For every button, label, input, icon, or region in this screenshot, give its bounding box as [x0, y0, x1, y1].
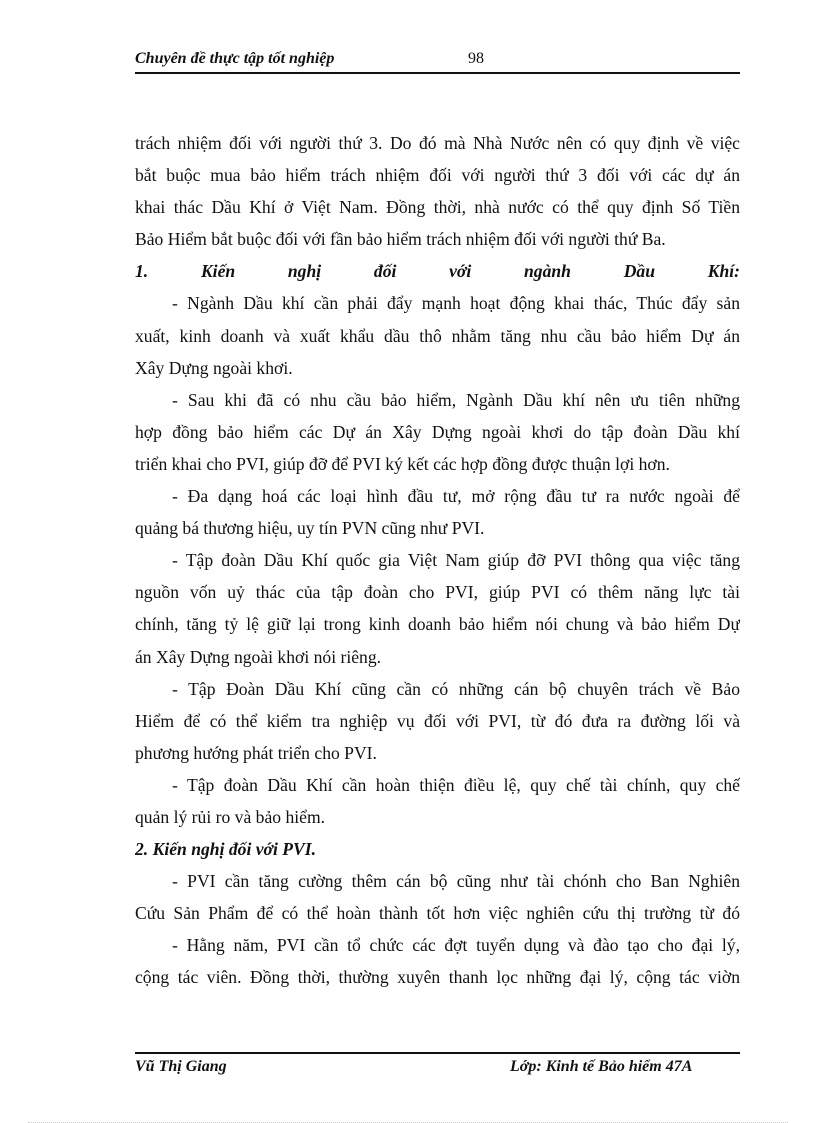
- page-body: [135, 127, 740, 994]
- body-line: nguồn vốn uỷ thác của tập đoàn cho PVI, giúp PVI có thêm năng lực tài: [135, 582, 740, 603]
- body-line: hợp đồng bảo hiểm các Dự án Xây Dựng ngoài khơi do tập đoàn Dầu khí: [135, 421, 740, 442]
- body-line: chính, tăng tỷ lệ giữ lại trong kinh doanh bảo hiểm nói chung và bảo hiểm Dự: [135, 614, 740, 635]
- body-line: khai thác Dầu Khí ở Việt Nam. Đồng thời, nhà nước có thể quy định Số Tiền: [135, 197, 740, 218]
- section-heading-1: 1. Kiến nghị đối với ngành Dầu Khí:: [135, 261, 740, 282]
- body-line: quảng bá thương hiệu, uy tín PVN cũng như PVI.: [135, 518, 485, 539]
- body-line: án Xây Dựng ngoài khơi nói riêng.: [135, 646, 382, 667]
- body-line: Hiểm để có thể kiểm tra nghiệp vụ đối với PVI, từ đó đưa ra đường lối và: [135, 710, 740, 731]
- body-line: - Tập đoàn Dầu Khí cần hoàn thiện điều lệ, quy chế tài chính, quy chế: [172, 774, 740, 795]
- body-line: - Tập đoàn Dầu Khí quốc gia Việt Nam giúp đỡ PVI thông qua việc tăng: [172, 550, 740, 571]
- body-line: - PVI cần tăng cường thêm cán bộ cũng như tài chónh cho Ban Nghiên: [172, 871, 740, 892]
- body-line: bắt buộc mua bảo hiểm trách nhiệm đối với người thứ 3 đối với các dự án: [135, 165, 740, 186]
- body-line: - Ngành Dầu khí cần phải đẩy mạnh hoạt động khai thác, Thúc đẩy sản: [172, 293, 740, 314]
- body-line: quản lý rủi ro và bảo hiểm.: [135, 806, 326, 827]
- page-number: 98: [468, 50, 484, 67]
- body-line: phương hướng phát triển cho PVI.: [135, 742, 377, 763]
- class-name: Lớp: Kinh tế Bảo hiểm 47A: [510, 1058, 693, 1075]
- header-title: Chuyên đề thực tập tốt nghiệp: [135, 50, 335, 67]
- body-line: xuất, kinh doanh và xuất khẩu dầu thô nhằm tăng nhu cầu bảo hiểm Dự án: [135, 325, 740, 346]
- body-line: - Hằng năm, PVI cần tổ chức các đợt tuyển dụng và đào tạo cho đại lý,: [172, 935, 740, 956]
- author-name: Vũ Thị Giang: [135, 1058, 227, 1075]
- body-line: Bảo Hiểm bắt buộc đối với fần bảo hiểm trách nhiệm đối với người thứ Ba.: [135, 229, 666, 250]
- body-line: Cứu Sản Phẩm để có thể hoàn thành tốt hơn việc nghiên cứu thị trường từ đó: [135, 903, 740, 924]
- page-header: [135, 48, 740, 74]
- body-line: cộng tác viên. Đồng thời, thường xuyên thanh lọc những đại lý, cộng tác viờn: [135, 967, 740, 988]
- body-line: triển khai cho PVI, giúp đỡ để PVI ký kết các hợp đồng được thuận lợi hơn.: [135, 453, 670, 474]
- body-line: trách nhiệm đối với người thứ 3. Do đó mà Nhà Nước nên có quy định về việc: [135, 133, 740, 153]
- body-line: - Đa dạng hoá các loại hình đầu tư, mở rộng đầu tư ra nước ngoài để: [172, 486, 740, 507]
- section-heading-2: 2. Kiến nghị đối với PVI.: [135, 839, 317, 860]
- body-line: - Sau khi đã có nhu cầu bảo hiểm, Ngành Dầu khí nên ưu tiên những: [172, 389, 740, 410]
- body-line: - Tập Đoàn Dầu Khí cũng cần có những cán bộ chuyên trách về Bảo: [172, 678, 740, 699]
- page-footer: [135, 1052, 740, 1080]
- body-line: Xây Dựng ngoài khơi.: [135, 357, 293, 378]
